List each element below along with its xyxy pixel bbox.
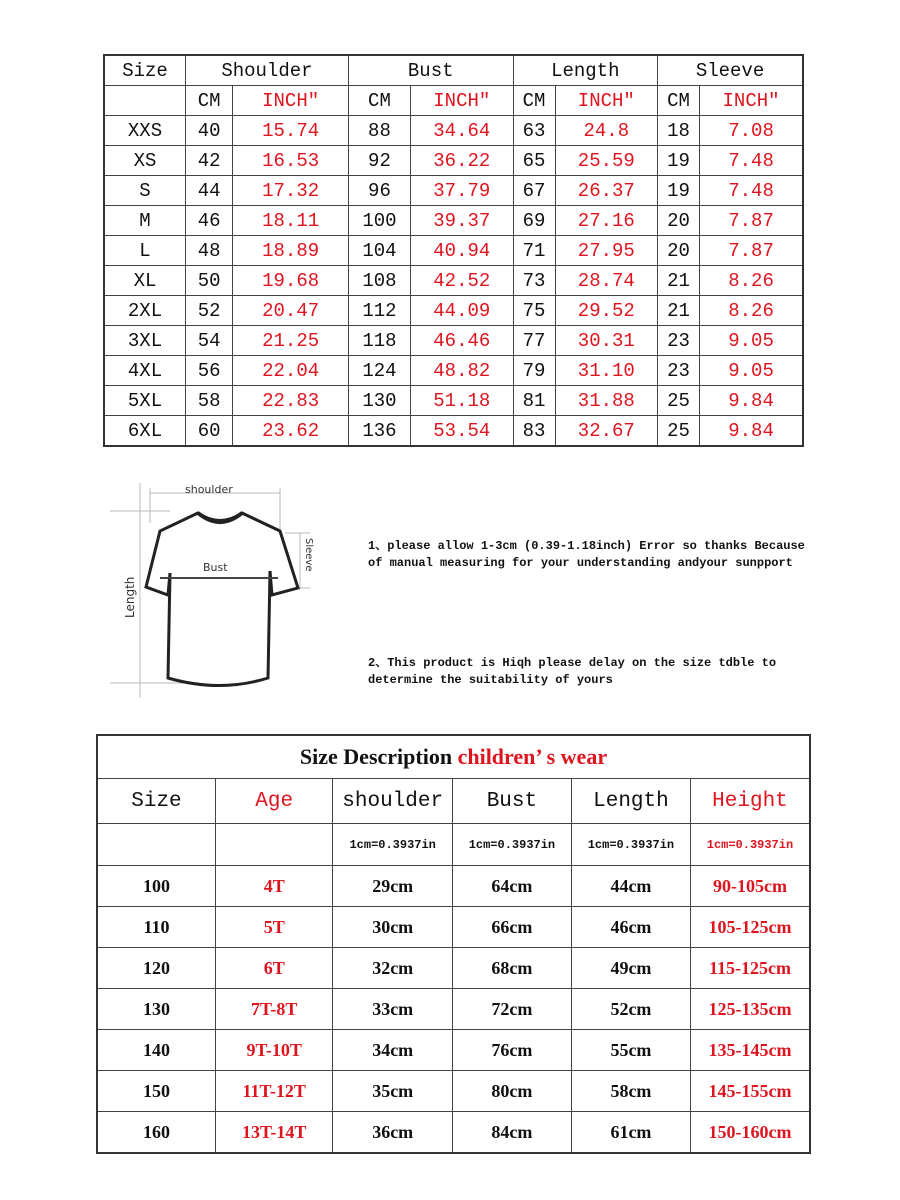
table-row: [104, 296, 803, 326]
value-cell: 42: [186, 146, 233, 176]
value-cell: 20: [658, 206, 700, 236]
value-cell: 7.48: [700, 146, 803, 176]
value-cell: 44: [186, 176, 233, 206]
tshirt-measurement-diagram: [110, 483, 330, 698]
value-cell: 50: [186, 266, 233, 296]
note-size-table: 2、This product is Hiqh please delay on the size tdble to determine the suitability of yours: [368, 656, 777, 687]
table-row: [97, 1030, 810, 1071]
table-row: [97, 948, 810, 989]
value-cell: 32cm: [333, 948, 452, 989]
empty-cell: [215, 824, 333, 866]
empty-cell: [104, 86, 186, 116]
size-cell: 4XL: [104, 356, 186, 386]
value-cell: 66cm: [452, 907, 571, 948]
conversion-cell: 1cm=0.3937in: [571, 824, 690, 866]
value-cell: 46: [186, 206, 233, 236]
header-length: Length: [513, 55, 658, 86]
value-cell: 30cm: [333, 907, 452, 948]
value-cell: 23.62: [233, 416, 348, 447]
value-cell: 105-125cm: [690, 907, 810, 948]
table-row: [104, 206, 803, 236]
conversion-cell: 1cm=0.3937in: [452, 824, 571, 866]
adult-unit-row: [104, 86, 803, 116]
header-length: Length: [571, 779, 690, 824]
value-cell: 60: [186, 416, 233, 447]
size-cell: M: [104, 206, 186, 236]
table-row: [104, 146, 803, 176]
value-cell: 7.08: [700, 116, 803, 146]
value-cell: 63: [513, 116, 555, 146]
unit-cell: CM: [513, 86, 555, 116]
value-cell: 92: [348, 146, 410, 176]
value-cell: 24.8: [555, 116, 657, 146]
value-cell: 8.26: [700, 296, 803, 326]
size-cell: 2XL: [104, 296, 186, 326]
empty-cell: [97, 824, 215, 866]
value-cell: 20: [658, 236, 700, 266]
value-cell: 84cm: [452, 1112, 571, 1154]
unit-cell: INCH": [555, 86, 657, 116]
value-cell: 8.26: [700, 266, 803, 296]
value-cell: 25.59: [555, 146, 657, 176]
value-cell: 7T-8T: [215, 989, 333, 1030]
value-cell: 9T-10T: [215, 1030, 333, 1071]
sleeve-label: Sleeve: [303, 538, 314, 572]
value-cell: 15.74: [233, 116, 348, 146]
table-row: [104, 386, 803, 416]
size-cell: XXS: [104, 116, 186, 146]
children-table-title: [97, 735, 810, 779]
value-cell: 21: [658, 296, 700, 326]
header-size: Size: [104, 55, 186, 86]
value-cell: 25: [658, 416, 700, 447]
value-cell: 71: [513, 236, 555, 266]
value-cell: 90-105cm: [690, 866, 810, 907]
size-cell: 6XL: [104, 416, 186, 447]
value-cell: 53.54: [411, 416, 513, 447]
value-cell: 69: [513, 206, 555, 236]
value-cell: 21.25: [233, 326, 348, 356]
value-cell: 13T-14T: [215, 1112, 333, 1154]
value-cell: 40.94: [411, 236, 513, 266]
value-cell: 25: [658, 386, 700, 416]
title-red: children’ s wear: [457, 744, 608, 769]
value-cell: 31.10: [555, 356, 657, 386]
value-cell: 130: [348, 386, 410, 416]
value-cell: 125-135cm: [690, 989, 810, 1030]
header-sleeve: Sleeve: [658, 55, 803, 86]
value-cell: 33cm: [333, 989, 452, 1030]
value-cell: 73: [513, 266, 555, 296]
table-row: [104, 176, 803, 206]
table-row: [104, 356, 803, 386]
value-cell: 7.87: [700, 236, 803, 266]
value-cell: 9.05: [700, 326, 803, 356]
header-age: Age: [215, 779, 333, 824]
value-cell: 22.83: [233, 386, 348, 416]
value-cell: 18: [658, 116, 700, 146]
header-bust: Bust: [348, 55, 513, 86]
unit-cell: CM: [186, 86, 233, 116]
value-cell: 7.87: [700, 206, 803, 236]
value-cell: 27.95: [555, 236, 657, 266]
value-cell: 46.46: [411, 326, 513, 356]
value-cell: 29.52: [555, 296, 657, 326]
value-cell: 30.31: [555, 326, 657, 356]
value-cell: 17.32: [233, 176, 348, 206]
value-cell: 18.89: [233, 236, 348, 266]
size-cell: XS: [104, 146, 186, 176]
value-cell: 130: [97, 989, 215, 1030]
value-cell: 150: [97, 1071, 215, 1112]
length-label: Length: [123, 576, 137, 618]
value-cell: 80cm: [452, 1071, 571, 1112]
table-row: [104, 236, 803, 266]
value-cell: 26.37: [555, 176, 657, 206]
value-cell: 54: [186, 326, 233, 356]
table-row: [97, 989, 810, 1030]
value-cell: 55cm: [571, 1030, 690, 1071]
value-cell: 75: [513, 296, 555, 326]
value-cell: 145-155cm: [690, 1071, 810, 1112]
value-cell: 136: [348, 416, 410, 447]
table-row: [104, 116, 803, 146]
value-cell: 19: [658, 176, 700, 206]
value-cell: 23: [658, 326, 700, 356]
unit-cell: INCH": [700, 86, 803, 116]
value-cell: 104: [348, 236, 410, 266]
value-cell: 39.37: [411, 206, 513, 236]
value-cell: 67: [513, 176, 555, 206]
value-cell: 16.53: [233, 146, 348, 176]
value-cell: 108: [348, 266, 410, 296]
title-black: Size Description: [299, 744, 458, 769]
value-cell: 58: [186, 386, 233, 416]
value-cell: 124: [348, 356, 410, 386]
value-cell: 140: [97, 1030, 215, 1071]
table-row: [97, 1071, 810, 1112]
unit-cell: INCH": [233, 86, 348, 116]
value-cell: 72cm: [452, 989, 571, 1030]
size-cell: S: [104, 176, 186, 206]
value-cell: 36cm: [333, 1112, 452, 1154]
value-cell: 96: [348, 176, 410, 206]
value-cell: 118: [348, 326, 410, 356]
value-cell: 115-125cm: [690, 948, 810, 989]
value-cell: 77: [513, 326, 555, 356]
value-cell: 88: [348, 116, 410, 146]
size-cell: XL: [104, 266, 186, 296]
value-cell: 100: [97, 866, 215, 907]
adult-header-row: [104, 55, 803, 86]
value-cell: 11T-12T: [215, 1071, 333, 1112]
value-cell: 64cm: [452, 866, 571, 907]
table-row: [104, 266, 803, 296]
value-cell: 22.04: [233, 356, 348, 386]
value-cell: 46cm: [571, 907, 690, 948]
children-conversion-row: [97, 824, 810, 866]
value-cell: 100: [348, 206, 410, 236]
value-cell: 29cm: [333, 866, 452, 907]
value-cell: 37.79: [411, 176, 513, 206]
value-cell: 40: [186, 116, 233, 146]
value-cell: 65: [513, 146, 555, 176]
value-cell: 9.84: [700, 386, 803, 416]
value-cell: 42.52: [411, 266, 513, 296]
note-error-allowance: 1、please allow 1-3cm (0.39-1.18inch) Error so thanks Because of manual measuring for your understanding andyour sunpport: [368, 539, 805, 570]
value-cell: 61cm: [571, 1112, 690, 1154]
value-cell: 21: [658, 266, 700, 296]
value-cell: 150-160cm: [690, 1112, 810, 1154]
bust-label: Bust: [203, 561, 228, 574]
value-cell: 9.84: [700, 416, 803, 447]
value-cell: 19.68: [233, 266, 348, 296]
table-row: [97, 907, 810, 948]
value-cell: 48: [186, 236, 233, 266]
value-cell: 34.64: [411, 116, 513, 146]
value-cell: 18.11: [233, 206, 348, 236]
header-shoulder: shoulder: [333, 779, 452, 824]
value-cell: 49cm: [571, 948, 690, 989]
shoulder-label: shoulder: [185, 483, 233, 496]
value-cell: 79: [513, 356, 555, 386]
value-cell: 56: [186, 356, 233, 386]
unit-cell: INCH": [411, 86, 513, 116]
table-row: [104, 326, 803, 356]
value-cell: 5T: [215, 907, 333, 948]
header-height: Height: [690, 779, 810, 824]
value-cell: 120: [97, 948, 215, 989]
header-shoulder: Shoulder: [186, 55, 349, 86]
conversion-cell: 1cm=0.3937in: [690, 824, 810, 866]
table-row: [97, 866, 810, 907]
header-bust: Bust: [452, 779, 571, 824]
table-row: [104, 416, 803, 447]
adult-size-table: [103, 54, 804, 447]
value-cell: 110: [97, 907, 215, 948]
value-cell: 83: [513, 416, 555, 447]
value-cell: 20.47: [233, 296, 348, 326]
tshirt-outline: [146, 513, 298, 686]
value-cell: 44.09: [411, 296, 513, 326]
value-cell: 112: [348, 296, 410, 326]
value-cell: 32.67: [555, 416, 657, 447]
value-cell: 4T: [215, 866, 333, 907]
value-cell: 9.05: [700, 356, 803, 386]
value-cell: 52cm: [571, 989, 690, 1030]
value-cell: 36.22: [411, 146, 513, 176]
size-cell: 3XL: [104, 326, 186, 356]
value-cell: 51.18: [411, 386, 513, 416]
value-cell: 68cm: [452, 948, 571, 989]
unit-cell: CM: [658, 86, 700, 116]
children-header-row: [97, 779, 810, 824]
header-size: Size: [97, 779, 215, 824]
size-cell: L: [104, 236, 186, 266]
unit-cell: CM: [348, 86, 410, 116]
value-cell: 44cm: [571, 866, 690, 907]
value-cell: 19: [658, 146, 700, 176]
value-cell: 28.74: [555, 266, 657, 296]
value-cell: 81: [513, 386, 555, 416]
conversion-cell: 1cm=0.3937in: [333, 824, 452, 866]
table-row: [97, 1112, 810, 1154]
value-cell: 58cm: [571, 1071, 690, 1112]
value-cell: 7.48: [700, 176, 803, 206]
value-cell: 34cm: [333, 1030, 452, 1071]
value-cell: 135-145cm: [690, 1030, 810, 1071]
value-cell: 23: [658, 356, 700, 386]
value-cell: 31.88: [555, 386, 657, 416]
value-cell: 27.16: [555, 206, 657, 236]
value-cell: 52: [186, 296, 233, 326]
children-size-table: [96, 734, 811, 1154]
value-cell: 76cm: [452, 1030, 571, 1071]
value-cell: 48.82: [411, 356, 513, 386]
value-cell: 35cm: [333, 1071, 452, 1112]
size-cell: 5XL: [104, 386, 186, 416]
value-cell: 160: [97, 1112, 215, 1154]
value-cell: 6T: [215, 948, 333, 989]
